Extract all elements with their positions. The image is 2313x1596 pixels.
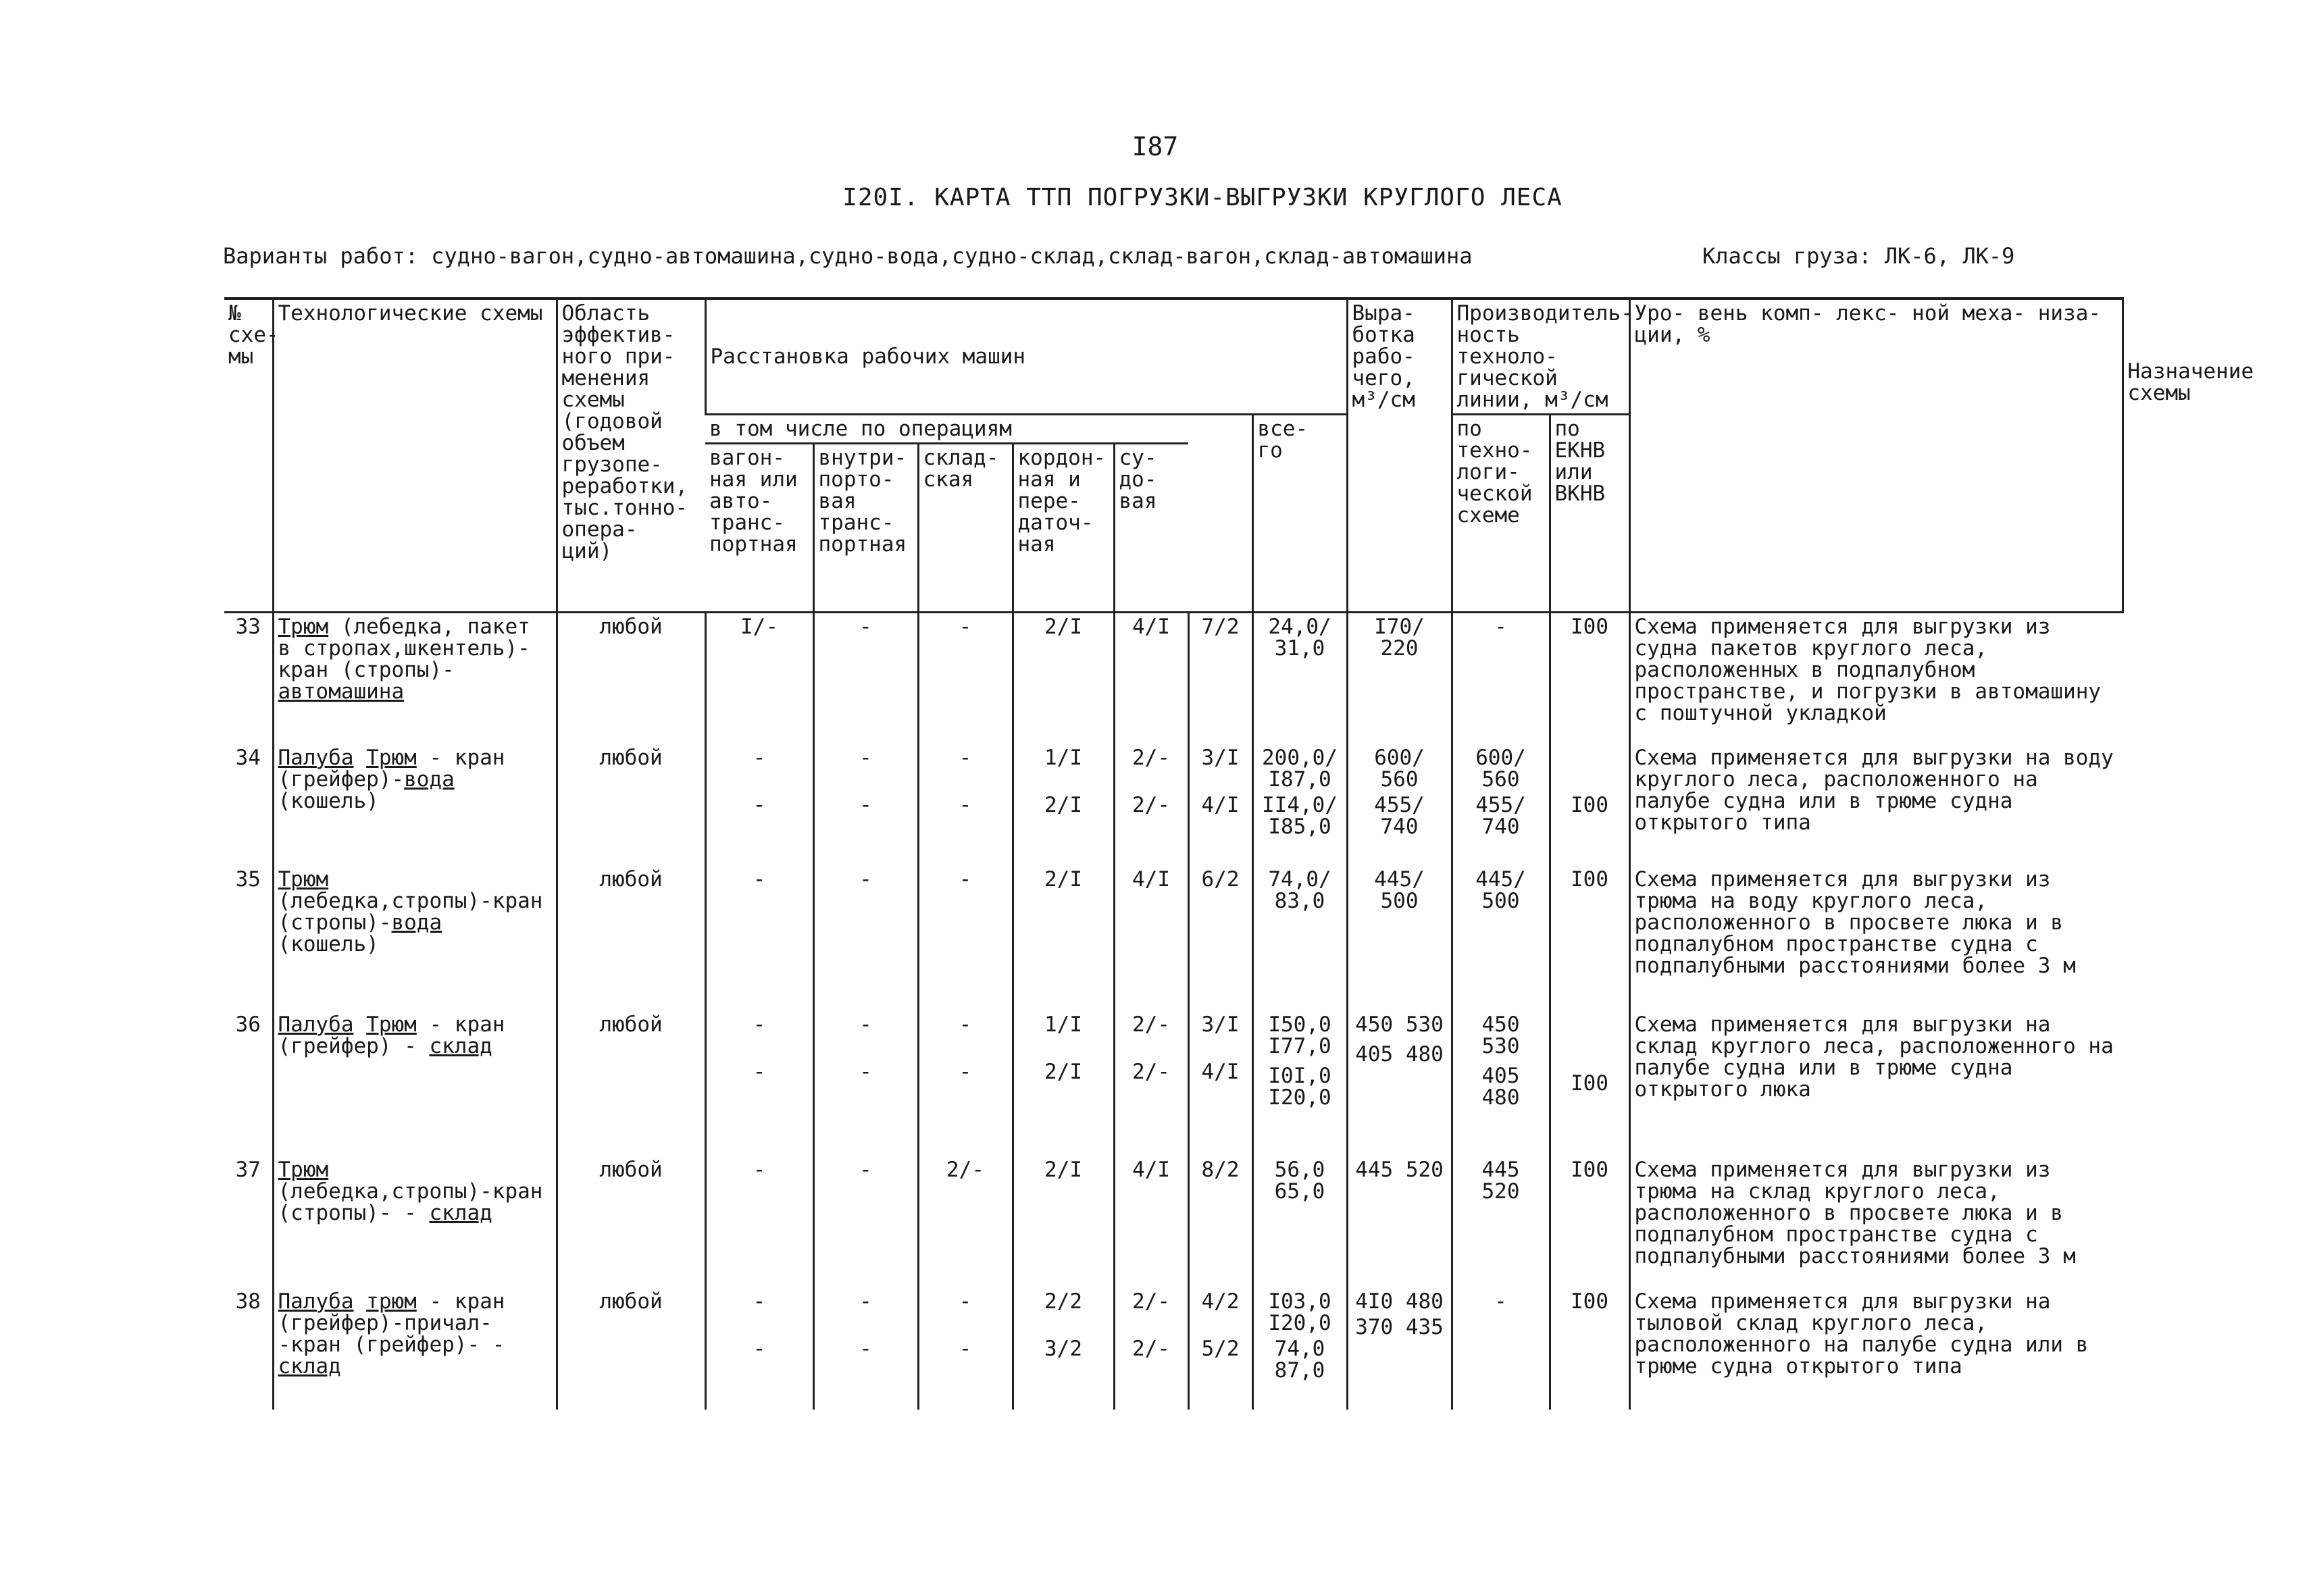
row-intra: -	[813, 613, 918, 744]
row-num: 34	[235, 745, 261, 770]
col-placement-header: Расстановка рабочих машин	[705, 299, 1347, 415]
row-mech: I00	[1550, 866, 1629, 1011]
row-wagon: I/-	[705, 613, 813, 744]
tech-part: Палуба	[278, 745, 354, 770]
row-tech-scheme	[273, 1156, 557, 1288]
tech-part: (кошель)	[278, 931, 379, 956]
row-cordon	[1013, 1011, 1114, 1156]
row-area: любой	[557, 1156, 705, 1288]
row-by-scheme: 445/ 500	[1347, 866, 1452, 1011]
cell-value: 370 435	[1355, 1314, 1444, 1339]
row-ship: 4/I	[1114, 866, 1188, 1011]
row-by-scheme	[1347, 744, 1452, 866]
col-by-ekhnv-header: по ЕКНВ или ВКНВ	[1550, 415, 1629, 613]
col-productivity-header: Производитель- ность техноло- гической линии, м³/см	[1452, 299, 1629, 415]
row-mech: I00	[1550, 1156, 1629, 1288]
cell-value: 600/ 560	[1374, 745, 1425, 792]
row-ship	[1114, 744, 1188, 866]
cell-value: 600/ 560	[1475, 745, 1526, 792]
cell-value: 3/I	[1201, 745, 1240, 770]
tech-part: трюм	[366, 1289, 417, 1314]
tech-part: Палуба	[278, 1012, 354, 1037]
row-wagon	[705, 744, 813, 866]
tech-part: Трюм	[278, 615, 329, 639]
row-ship	[1114, 1288, 1188, 1410]
row-tech-scheme	[273, 744, 557, 866]
row-output: 24,0/ 31,0	[1252, 613, 1347, 744]
cell-value: 2/-	[1132, 1336, 1170, 1361]
cell-value: -	[753, 745, 766, 770]
row-total: 8/2	[1188, 1156, 1252, 1288]
row-intra	[813, 1011, 918, 1156]
col-intra-header: внутри- порто- вая транс- портная	[813, 444, 918, 613]
table-row	[224, 744, 2123, 866]
cell-value: -	[859, 745, 872, 770]
col-wagon-header: вагон- ная или авто- транс- портная	[705, 444, 813, 613]
row-cordon: 2/I	[1013, 866, 1114, 1011]
cell-value: -	[959, 1012, 972, 1037]
row-warehouse	[918, 744, 1013, 866]
cell-value: 2/I	[1044, 792, 1082, 817]
cell-value: 2/-	[1132, 745, 1170, 770]
row-ship: 4/I	[1114, 1156, 1188, 1288]
row-purpose: Схема применяется для выгрузки на склад круглого леса, расположенного на палубе судна или в трюме судна открытого люка	[1629, 1011, 2123, 1156]
row-by-ekhnv: 445/ 500	[1452, 866, 1550, 1011]
col-mech-header: Уро- вень комп- лекс- ной меха- низа- ции, %	[1629, 299, 2123, 613]
row-output	[1252, 744, 1347, 866]
table-row	[224, 1011, 2123, 1156]
row-purpose: Схема применяется для выгрузки на тыловой склад круглого леса, расположенного на палубе судна или в трюме судна открытого типа	[1629, 1288, 2123, 1410]
row-area: любой	[557, 1011, 705, 1156]
row-intra	[813, 744, 918, 866]
cell-value: -	[753, 792, 766, 817]
cell-value: 405 480	[1355, 1041, 1444, 1066]
cell-value: -	[959, 1059, 972, 1084]
cell-value: -	[959, 792, 972, 817]
row-by-scheme	[1347, 1011, 1452, 1156]
tech-part: - кран (грейфер)-	[278, 745, 505, 792]
row-output: 56,0 65,0	[1252, 1156, 1347, 1288]
table-row	[224, 1288, 2123, 1410]
row-num: 36	[235, 1012, 261, 1037]
cell-value: -	[859, 1336, 872, 1361]
tech-part: вода	[404, 767, 455, 792]
cell-value: I50,0 I77,0	[1268, 1012, 1331, 1058]
row-num: 35	[235, 867, 261, 892]
row-by-scheme: I70/ 220	[1347, 613, 1452, 744]
tech-part: автомашина	[278, 679, 405, 704]
row-total	[1188, 1288, 1252, 1410]
row-purpose: Схема применяется для выгрузки из судна пакетов круглого леса, расположенных в подпалубном пространстве, и погрузки в автомашину с поштучной укладкой	[1629, 613, 2123, 744]
tech-part: склад	[429, 1200, 492, 1225]
row-ship	[1114, 1011, 1188, 1156]
tech-part: (лебедка,стропы)-кран (стропы)-	[278, 888, 543, 935]
tech-part: (лебедка,стропы)-кран (стропы)- -	[278, 1179, 543, 1225]
tech-part: (кошель)	[278, 788, 379, 813]
page-title: I20I. КАРТА ТТП ПОГРУЗКИ-ВЫГРУЗКИ КРУГЛОГО ЛЕСА	[842, 184, 1562, 211]
table-row	[224, 1156, 2123, 1288]
row-intra	[813, 1288, 918, 1410]
ttp-table: № схе- мы Технологические схемы Область эффектив- ного при- менения схемы (годовой объем грузопе- реработки, тыс.тонно-опера- ций) Расстановка рабочих машин Выра- ботка рабо- чего, м³/см Производитель- ность техноло- гической линии, м³/см Уро- вень комп- лекс- ной меха- низа- ции, % Назначение схемы в том числе по операциям все- го по техно- логи- ческой схеме по ЕКНВ или ВКНВ вагон- ная или авто- транс- портная внутри- порто- вая транс- портная склад- ская кордон- ная и пере- даточ- ная су- до- вая 33 Трюм (лебедка, пакет в стропах,шкентель)-кран (стропы)-автомашина любой I/- - - 2/I 4/I 7/2 24,0/ 31,0 I70/ 220 - I00 Схема применяется для выгрузки из судна пакетов круглого леса, расположенных в подпалубном пространстве, и погрузки в автомашину с поштучной укладкой 34 Палуба Трюм - кран (грейфер)-вода (кошель) любой - - - - - - 1/I 2/I 2/- 2/- 3/I 4/I 200,0/ I87,0 II4,0/ I85,0 600/ 560 455/ 740 600/ 560 455/ 740 I00 Схема применяется для выгрузки на воду круглого леса, расположенного на палубе судна или в трюме судна открытого типа 35 Трюм (лебедка,стропы)-кран (стропы)-вода (кошель) любой - - - 2/I 4/I 6/2 74,0/ 83,0 445/ 500 445/ 500 I00 Схема применяется для выгрузки из трюма на воду круглого леса, расположенного в просвете люка и в подпалубном пространстве судна с подпалубными расстояниями более 3 м 36 Палуба Трюм - кран (грейфер) - склад любой - - - - - - 1/I 2/I 2/- 2/- 3/I 4/I I50,0 I77,0 I0I,0 I20,0 450 530 405 480 450 530 405 480 I00 Схема применяется для выгрузки на склад круглого леса, расположенного на палубе судна или в трюме судна открытого люка 37 Трюм (лебедка,стропы)-кран (стропы)- - склад любой - - 2/- 2/I 4/I 8/2 56,0 65,0 445 520 445 520 I00 Схема применяется для выгрузки из трюма на склад круглого леса, расположенного в просвете люка и в подпалубном пространстве судна с подпалубными расстояниями более 3 м 38 Палуба трюм - кран (грейфер)-причал- -кран (грейфер)- - склад любой - - - - - - 2/2 3/2 2/- 2/- 4/2 5/2 I03,0 I20,0 74,0 87,0 4I0 480 370 435 - I00 Схема применяется для выгрузки на тыловой склад круглого леса, расположенного на палубе судна или в трюме судна открытого типа	[224, 297, 2123, 1410]
tech-part: склад	[429, 1033, 492, 1058]
tech-part: - кран (грейфер) -	[278, 1012, 505, 1058]
row-ship: 4/I	[1114, 613, 1188, 744]
row-total: 7/2	[1188, 613, 1252, 744]
row-mech: I00	[1550, 613, 1629, 744]
cell-value: 4/2	[1201, 1289, 1240, 1314]
cell-value: 1/I	[1044, 745, 1082, 770]
row-wagon: -	[705, 866, 813, 1011]
cell-value: -	[959, 1336, 972, 1361]
cell-value: 4/I	[1201, 792, 1240, 817]
row-by-ekhnv: -	[1452, 1288, 1550, 1410]
cell-value: 200,0/ I87,0	[1262, 745, 1338, 792]
cell-value: 74,0 87,0	[1274, 1336, 1325, 1383]
row-intra: -	[813, 1156, 918, 1288]
cell-value: 2/I	[1044, 1059, 1082, 1084]
row-wagon	[705, 1288, 813, 1410]
row-purpose: Схема применяется для выгрузки из трюма на воду круглого леса, расположенного в просвете люка и в подпалубном пространстве судна с подпалубными расстояниями более 3 м	[1629, 866, 2123, 1011]
tech-part: Палуба	[278, 1289, 354, 1314]
row-wagon	[705, 1011, 813, 1156]
cell-value: I0I,0 I20,0	[1268, 1063, 1331, 1110]
row-warehouse: -	[918, 613, 1013, 744]
row-mech: I00	[1550, 1011, 1629, 1156]
row-cordon	[1013, 744, 1114, 866]
cell-value: 3/2	[1044, 1336, 1082, 1361]
tech-part: Трюм	[366, 745, 417, 770]
tech-part: Трюм	[278, 867, 329, 892]
cell-value: -	[859, 1289, 872, 1314]
cell-value: 2/-	[1132, 1012, 1170, 1037]
cell-value: 4I0 480	[1355, 1289, 1444, 1314]
cell-value: -	[753, 1289, 766, 1314]
cell-value: I03,0 I20,0	[1268, 1289, 1331, 1335]
cell-value: -	[959, 745, 972, 770]
row-total	[1188, 744, 1252, 866]
row-num: 38	[235, 1289, 261, 1314]
cell-value: -	[753, 1059, 766, 1084]
row-tech-scheme	[273, 613, 557, 744]
row-by-scheme	[1347, 1288, 1452, 1410]
cell-value: 2/-	[1132, 1059, 1170, 1084]
table-row	[224, 613, 2123, 744]
cell-value: -	[959, 1289, 972, 1314]
row-by-ekhnv	[1452, 744, 1550, 866]
cell-value: -	[859, 792, 872, 817]
row-cordon	[1013, 1288, 1114, 1410]
row-output	[1252, 1288, 1347, 1410]
cell-value: -	[753, 1336, 766, 1361]
cell-value: 3/I	[1201, 1012, 1240, 1037]
row-warehouse: -	[918, 866, 1013, 1011]
row-output	[1252, 1011, 1347, 1156]
row-warehouse	[918, 1011, 1013, 1156]
row-cordon: 2/I	[1013, 613, 1114, 744]
row-wagon: -	[705, 1156, 813, 1288]
row-purpose: Схема применяется для выгрузки из трюма на склад круглого леса, расположенного в просвете люка и в подпалубном пространстве судна с подпалубными расстояниями более 3 м	[1629, 1156, 2123, 1288]
row-output: 74,0/ 83,0	[1252, 866, 1347, 1011]
row-tech-scheme	[273, 866, 557, 1011]
row-area: любой	[557, 866, 705, 1011]
row-mech: I00	[1550, 1288, 1629, 1410]
row-warehouse	[918, 1288, 1013, 1410]
row-area: любой	[557, 613, 705, 744]
row-tech-scheme	[273, 1011, 557, 1156]
col-output-header: Выра- ботка рабо- чего, м³/см	[1347, 299, 1452, 613]
row-by-ekhnv: -	[1452, 613, 1550, 744]
col-by-ops-header: в том числе по операциям	[705, 415, 1252, 444]
row-total	[1188, 1011, 1252, 1156]
row-cordon: 2/I	[1013, 1156, 1114, 1288]
row-purpose: Схема применяется для выгрузки на воду круглого леса, расположенного на палубе судна или в трюме судна открытого типа	[1629, 744, 2123, 866]
cell-value: 2/-	[1132, 792, 1170, 817]
cargo-classes: Классы груза: ЛК-6, ЛК-9	[1702, 243, 2015, 269]
cell-value: 450 530	[1355, 1012, 1444, 1037]
tech-part: склад	[278, 1354, 341, 1379]
col-by-scheme-header: по техно- логи- ческой схеме	[1452, 415, 1550, 613]
cell-value: 450 530	[1481, 1012, 1520, 1058]
col-tech-header: Технологические схемы	[273, 299, 557, 613]
row-by-ekhnv	[1452, 1011, 1550, 1156]
page-number: I87	[1132, 132, 1179, 161]
col-warehouse-header: склад- ская	[918, 444, 1013, 613]
row-area: любой	[557, 744, 705, 866]
cell-value: -	[859, 1012, 872, 1037]
row-mech: I00	[1550, 744, 1629, 866]
tech-part: - кран (грейфер)-причал- -кран (грейфер)- -	[278, 1289, 505, 1357]
tech-part: Трюм	[366, 1012, 417, 1037]
row-by-ekhnv: 445 520	[1452, 1156, 1550, 1288]
col-cordon-header: кордон- ная и пере- даточ- ная	[1013, 444, 1114, 613]
cell-value: -	[859, 1059, 872, 1084]
row-intra: -	[813, 866, 918, 1011]
row-num: 33	[224, 613, 273, 744]
row-total: 6/2	[1188, 866, 1252, 1011]
cell-value: 4/I	[1201, 1059, 1240, 1084]
cell-value: 405 480	[1481, 1063, 1520, 1110]
work-variants: Варианты работ: судно-вагон,судно-автомашина,судно-вода,судно-склад,склад-вагон,склад-автомашина	[223, 243, 1473, 269]
col-ship-header: су- до- вая	[1114, 444, 1188, 613]
cell-value: 455/ 740	[1374, 792, 1425, 839]
row-warehouse: 2/-	[918, 1156, 1013, 1288]
cell-value: -	[753, 1012, 766, 1037]
table-row	[224, 866, 2123, 1011]
tech-part: вода	[391, 910, 442, 935]
col-area-header: Область эффектив- ного при- менения схемы (годовой объем грузопе- реработки, тыс.тонно-опера- ций)	[557, 299, 705, 613]
cell-value: 2/2	[1044, 1289, 1082, 1314]
cell-value: 455/ 740	[1475, 792, 1526, 839]
cell-value: 2/-	[1132, 1289, 1170, 1314]
col-num-header: № схе- мы	[224, 299, 273, 613]
col-total-header: все- го	[1252, 415, 1347, 613]
cell-value: 5/2	[1201, 1336, 1240, 1361]
row-tech-scheme	[273, 1288, 557, 1410]
row-by-scheme: 445 520	[1347, 1156, 1452, 1288]
tech-part: Трюм	[278, 1157, 329, 1182]
cell-value: 1/I	[1044, 1012, 1082, 1037]
row-num: 37	[235, 1157, 261, 1182]
row-area: любой	[557, 1288, 705, 1410]
tech-part: (лебедка, пакет в стропах,шкентель)-кран (стропы)-	[278, 615, 530, 682]
cell-value: II4,0/ I85,0	[1262, 792, 1338, 839]
